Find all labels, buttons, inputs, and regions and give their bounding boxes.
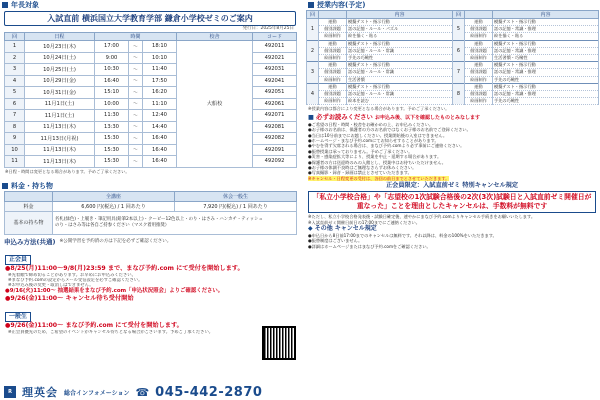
- footer: [0, 384, 300, 400]
- other-cancel-heading: [306, 225, 598, 233]
- lesson-no: 6: [453, 40, 465, 62]
- schedule-date: 10月31日(金): [25, 87, 95, 99]
- schedule-start: 10:30: [95, 64, 129, 76]
- schedule-date: 11月1日(土): [25, 98, 95, 110]
- lesson-subject: 絵画制作: [465, 76, 493, 83]
- qr-code-icon[interactable]: [262, 326, 296, 360]
- lesson-header: 回: [307, 11, 319, 19]
- issue-date: 発行日：2025年8月25日: [242, 26, 294, 31]
- notice-item: ●写真撮影・録音・録画は禁止とさせていただきます。: [308, 170, 412, 176]
- lesson-subject: 運動: [465, 19, 493, 26]
- schedule-start: 10:00: [95, 98, 129, 110]
- cancel-note: ※入試直前ゼミ開催日前日の17:00までにご連絡ください。: [308, 219, 420, 225]
- materials-label: 基本の持ち物: [5, 211, 53, 234]
- lesson-content: 話の記憶・常識・推理: [493, 69, 599, 76]
- notice-item: ●災害・感染症拡大等により、授業を中止・延期する場合があります。: [308, 154, 442, 160]
- lesson-subject: 絵画制作: [319, 98, 347, 105]
- schedule-date: 10月24日(土): [25, 52, 95, 64]
- lesson-content: 話の記憶・ルール・常識: [347, 69, 453, 76]
- notice-item: ●振替授業は承っておりません。予めご了承ください。: [308, 148, 413, 154]
- logo-name: 理英会: [22, 386, 58, 399]
- lesson-no: 8: [453, 83, 465, 105]
- notice-list: [306, 122, 598, 176]
- time-separator: 〜: [129, 133, 143, 145]
- right-column: [306, 0, 598, 400]
- lesson-content: 模擬テスト・指示行動: [493, 19, 599, 26]
- regular-member-tag: 正会員: [5, 255, 31, 265]
- schedule-end: 17:50: [143, 75, 177, 87]
- must-read-heading: [306, 113, 598, 122]
- schedule-row: [5, 144, 297, 156]
- fee-header-empty: [5, 191, 53, 201]
- schedule-date: 11月13日(木): [25, 121, 95, 133]
- lesson-subject: 運動: [319, 62, 347, 69]
- bullet-icon: ◆: [308, 225, 313, 233]
- page-title: 入試直前 横浜国立大学教育学部 鎌倉小学校ゼミのご案内: [4, 11, 296, 26]
- lesson-no: 1: [307, 19, 319, 41]
- schedule-no: 8: [5, 121, 25, 133]
- lesson-content: 生活習慣・巧緻性: [493, 55, 599, 62]
- schedule-no: 6: [5, 98, 25, 110]
- schedule-start: 17:00: [95, 41, 129, 53]
- general-member-tag: 一般生: [5, 312, 31, 322]
- fee-header-all: 全講座: [53, 191, 175, 201]
- lesson-note: ※授業内容は都合により変更となる場合があります。予めご了承ください。: [308, 106, 450, 112]
- schedule-end: 12:40: [143, 110, 177, 122]
- lesson-content: 話の記憶・ルール・常識: [347, 91, 453, 98]
- notice-item: ●お子様の体調不良時はご無理なさらずお休みください。: [308, 164, 417, 170]
- must-read-title: 必ずお読みください: [316, 113, 373, 121]
- lesson-no: 3: [307, 62, 319, 84]
- schedule-code: 492021: [253, 52, 297, 64]
- schedule-code: 492031: [253, 64, 297, 76]
- regular-apply-line: ●8/25(月)11:00〜9/8(月)23:59 まで、まなび予約.com にて受付を開始します。: [5, 264, 244, 272]
- lesson-content: 絵本を読む: [347, 98, 453, 105]
- regular-note: ※まなび予約.comの設定からメール受信設定を必ずご確認ください。: [8, 277, 143, 283]
- fee-all-value: 6,600 円(税込) / 1 回あたり: [53, 201, 175, 211]
- schedule-end: 16:40: [143, 144, 177, 156]
- lesson-content: 絵を描く・貼る: [347, 33, 453, 40]
- time-separator: 〜: [129, 87, 143, 99]
- lesson-header: 内容: [347, 11, 453, 19]
- notice-item: ●ご希望の日程・時間・校舎をお確かめの上、お申込みください。: [308, 121, 434, 127]
- schedule-code: 492041: [253, 75, 297, 87]
- fee-table: [4, 191, 297, 235]
- section-title: 年長対象: [11, 1, 39, 9]
- lesson-subject: 個別課題: [319, 91, 347, 98]
- schedule-no: 3: [5, 64, 25, 76]
- square-bullet-icon: [308, 2, 314, 8]
- cancel-notes: [306, 214, 598, 225]
- lesson-subject: 個別課題: [465, 69, 493, 76]
- schedule-end: 10:10: [143, 52, 177, 64]
- schedule-row: [5, 133, 297, 145]
- schedule-no: 5: [5, 87, 25, 99]
- lesson-row: [307, 19, 599, 26]
- other-cancel-title: その他 キャンセル規定: [314, 225, 377, 233]
- schedule-no: 10: [5, 144, 25, 156]
- notice-item: ●ホームページ・まなび予約.comにてお知らせすることがあります。: [308, 137, 439, 143]
- header-time: 時間: [95, 33, 177, 41]
- lesson-header: [465, 11, 493, 19]
- schedule-no: 9: [5, 133, 25, 145]
- schedule-row: [5, 156, 297, 168]
- lesson-table: [306, 10, 599, 105]
- schedule-no: 4: [5, 75, 25, 87]
- other-cancel-item: ●詳細はホームページまたはまなび予約.comをご確認ください。: [308, 243, 431, 249]
- cancel-rule-box: 「私立小学校合格」や「志望校の1次試験合格後の2次(3次)試験日と入試直前ゼミ開催日が重なった」ことを理由としたキャンセルは、手数料が無料です: [308, 191, 596, 213]
- lesson-subject: 絵画制作: [465, 33, 493, 40]
- lesson-subject: 個別課題: [465, 26, 493, 33]
- schedule-date: 11月13日(月祝): [25, 133, 95, 145]
- schedule-no: 11: [5, 156, 25, 168]
- lesson-header: 回: [453, 11, 465, 19]
- notice-item: ●やむを得ず欠席される場合は、まなび予約.comより必ず事前にご連絡ください。: [308, 143, 465, 149]
- phone-icon: ☎: [135, 385, 150, 399]
- lesson-content: 手先の巧緻性: [493, 76, 599, 83]
- lesson-content: 話の記憶・常識・推理: [493, 91, 599, 98]
- schedule-row: [5, 41, 297, 53]
- lesson-content: 模擬テスト・指示行動: [347, 40, 453, 47]
- time-separator: 〜: [129, 64, 143, 76]
- lesson-subject: 絵画制作: [319, 55, 347, 62]
- fee-header-general: 休会一般生: [175, 191, 297, 201]
- lesson-subject: 個別課題: [319, 26, 347, 33]
- schedule-row: [5, 75, 297, 87]
- lesson-content: 模擬テスト・指示行動: [493, 62, 599, 69]
- time-separator: 〜: [129, 156, 143, 168]
- notice-item: ●保護者の方は送迎時のみの入館とし、授業中はお待ちいただけません。: [308, 159, 446, 165]
- section-heading-schedule: [0, 0, 300, 10]
- schedule-code: 492081: [253, 121, 297, 133]
- schedule-row: [5, 98, 297, 110]
- lesson-subject: 運動: [465, 62, 493, 69]
- header-campus: 校舎: [177, 33, 253, 41]
- lesson-no: 2: [307, 40, 319, 62]
- schedule-date: 10月29日(金): [25, 75, 95, 87]
- schedule-start: 15:30: [95, 144, 129, 156]
- schedule-row: [5, 64, 297, 76]
- schedule-row: [5, 110, 297, 122]
- schedule-end: 11:10: [143, 98, 177, 110]
- lesson-row: [307, 40, 599, 47]
- regular-note: ※お申込み後の変更・取消しはできません。: [8, 283, 94, 289]
- phone-number[interactable]: 045-442-2870: [155, 384, 263, 400]
- logo-icon: R: [4, 386, 16, 398]
- time-separator: 〜: [129, 121, 143, 133]
- lesson-content: 話の記憶・ルール・パズル: [347, 26, 453, 33]
- lesson-row: [307, 62, 599, 69]
- lesson-content: 生活習慣: [347, 76, 453, 83]
- schedule-start: 15:30: [95, 156, 129, 168]
- lesson-subject: 個別課題: [319, 47, 347, 54]
- header-no: 回: [5, 33, 25, 41]
- lesson-content: 模擬テスト・指示行動: [493, 83, 599, 90]
- schedule-code: 492071: [253, 110, 297, 122]
- apply-heading: [4, 237, 296, 246]
- lesson-content: 話の記憶・常識・推理: [493, 47, 599, 54]
- regular-note: ※先着順で締め切ることがあります。お早めにお申込みください。: [8, 272, 136, 278]
- notice-item: ●当日は10分前までにお越しください。授業開始後の入室はできません。: [308, 132, 448, 138]
- lesson-subject: 運動: [319, 83, 347, 90]
- schedule-code: 492082: [253, 133, 297, 145]
- schedule-start: 15:10: [95, 87, 129, 99]
- section-title: 授業内容(予定): [317, 1, 366, 9]
- section-heading-lesson: [306, 0, 598, 10]
- square-bullet-icon: [2, 183, 8, 189]
- fee-row: [5, 201, 297, 211]
- lesson-no: 5: [453, 19, 465, 41]
- highlight-text: ※キャンセル・日程変更の受付は、各回の前日までとさせていただきます。: [308, 175, 450, 181]
- schedule-row: [5, 52, 297, 64]
- schedule-start: 13:30: [95, 121, 129, 133]
- schedule-start: 15:30: [95, 133, 129, 145]
- lesson-subject: 個別課題: [465, 47, 493, 54]
- lesson-header: [319, 11, 347, 19]
- lesson-content: 模擬テスト・指示行動: [347, 62, 453, 69]
- lesson-no: 4: [307, 83, 319, 105]
- time-separator: 〜: [129, 75, 143, 87]
- lesson-no: 7: [453, 62, 465, 84]
- schedule-campus: 大船校: [177, 41, 253, 168]
- lesson-subject: 個別課題: [319, 69, 347, 76]
- schedule-note: ※日程・時間は変更となる場合があります。予めご了承ください。: [5, 168, 130, 174]
- fee-label: 料金: [5, 201, 53, 211]
- lesson-subject: 運動: [465, 40, 493, 47]
- lesson-subject: 絵画制作: [319, 76, 347, 83]
- lesson-subject: 絵画制作: [465, 55, 493, 62]
- schedule-end: 14:40: [143, 121, 177, 133]
- schedule-table: [4, 32, 297, 168]
- warning-icon: ■: [308, 113, 314, 121]
- lesson-content: 手先の巧緻性: [493, 98, 599, 105]
- schedule-date: 11月13日(木): [25, 156, 95, 168]
- header-code: コード: [253, 33, 297, 41]
- schedule-no: 7: [5, 110, 25, 122]
- schedule-code: 492061: [253, 98, 297, 110]
- lesson-content: 話の記憶・ルール・常識: [347, 47, 453, 54]
- materials-line: のり・はさみ等は各自ご持参ください（マスク着用推奨）: [55, 222, 170, 228]
- info-label: 総合インフォメーション: [64, 389, 130, 397]
- lesson-subject: 絵画制作: [465, 98, 493, 105]
- cancel-heading: 正会員限定：入試直前ゼミ 特別キャンセル規定: [385, 182, 519, 190]
- lesson-subject: 運動: [465, 83, 493, 90]
- notice-item: ●お子様のお名前は、保護者の方のお名前ではなくお子様のお名前でご登録ください。: [308, 127, 471, 133]
- lottery-result-line: ●9/16(火)11:00〜 抽選結果をまなび予約.com「申込状況照会」よりご確認ください。: [5, 288, 224, 295]
- lesson-header: 内容: [493, 11, 599, 19]
- lesson-content: 模擬テスト・指示行動: [347, 83, 453, 90]
- lesson-subject: 絵画制作: [319, 33, 347, 40]
- square-bullet-icon: [2, 2, 8, 8]
- header-date: 日程: [25, 33, 95, 41]
- fee-header-row: [5, 191, 297, 201]
- time-separator: 〜: [129, 144, 143, 156]
- must-read-sub: お申込み後、以下を確認したものとみなします: [375, 114, 481, 121]
- schedule-code: 492051: [253, 87, 297, 99]
- apply-title: 申込み方法(共通): [4, 237, 56, 246]
- schedule-code: 492091: [253, 144, 297, 156]
- lesson-content: 模擬テスト・指示行動: [347, 19, 453, 26]
- materials-row: [5, 211, 297, 234]
- lesson-content: 絵を描く・貼る: [493, 33, 599, 40]
- lesson-content: 話の記憶・常識・推理: [493, 26, 599, 33]
- schedule-end: 18:10: [143, 41, 177, 53]
- lesson-subject: 運動: [319, 19, 347, 26]
- time-separator: 〜: [129, 98, 143, 110]
- fee-general-value: 7,920 円(税込) / 1 回あたり: [175, 201, 297, 211]
- schedule-end: 11:40: [143, 64, 177, 76]
- other-cancel-item: ●申込日から8日前17:00までのキャンセルは無料です。それ以降は、料金の100%をいただきます。: [308, 233, 497, 239]
- general-note: ※正会員優先のため、ご希望のイベントがキャンセル待ちとなる場合がございます。予めご了承ください。: [8, 330, 214, 336]
- materials-line: 名札(緑色)・上履き・筆記用具(鉛筆2本以上)・クーピー12色以上・のり・はさみ・ハンカチ・ティッシュ: [55, 216, 263, 222]
- other-cancel-list: [306, 233, 598, 249]
- lesson-subject: 個別課題: [465, 91, 493, 98]
- schedule-code: 492092: [253, 156, 297, 168]
- section-heading-fee: [0, 181, 300, 191]
- schedule-row: [5, 121, 297, 133]
- lesson-content: 模擬テスト・指示行動: [493, 40, 599, 47]
- waitlist-line: ●9/26(金)11:00〜 キャンセル待ち受付開始: [5, 295, 134, 303]
- section-title: 料金・持ち物: [11, 181, 53, 190]
- schedule-start: 9:00: [95, 52, 129, 64]
- schedule-end: 16:20: [143, 87, 177, 99]
- schedule-row: [5, 87, 297, 99]
- cancel-note: ※ただし、私立小学校合格発表後・試験日確定後、速やかにまなび予約.comよりキャンセル手続きをお願いいたします。: [308, 214, 536, 220]
- apply-note: ※公開学習を予約済の方は下記を必ずご確認ください。: [59, 239, 172, 244]
- schedule-date: 11月1日(土): [25, 110, 95, 122]
- time-separator: 〜: [129, 110, 143, 122]
- general-apply-line: ●9/26(金)11:00〜 まなび予約.com にて受付を開始します。: [5, 322, 183, 330]
- schedule-end: 16:40: [143, 156, 177, 168]
- schedule-start: 16:40: [95, 75, 129, 87]
- schedule-header-row: [5, 33, 297, 41]
- schedule-end: 16:40: [143, 133, 177, 145]
- materials-value: [53, 211, 297, 234]
- lesson-header-row: [307, 11, 599, 19]
- lesson-subject: 運動: [319, 40, 347, 47]
- other-cancel-item: ●振替制度はございません。: [308, 238, 363, 244]
- schedule-date: 10月23日(木): [25, 41, 95, 53]
- time-separator: 〜: [129, 52, 143, 64]
- schedule-code: 492011: [253, 41, 297, 53]
- schedule-no: 2: [5, 52, 25, 64]
- time-separator: 〜: [129, 41, 143, 53]
- schedule-start: 11:30: [95, 110, 129, 122]
- schedule-date: 11月13日(木): [25, 144, 95, 156]
- schedule-no: 1: [5, 41, 25, 53]
- lesson-content: 手先の巧緻性: [347, 55, 453, 62]
- lesson-row: [307, 83, 599, 90]
- schedule-date: 10月25日(土): [25, 64, 95, 76]
